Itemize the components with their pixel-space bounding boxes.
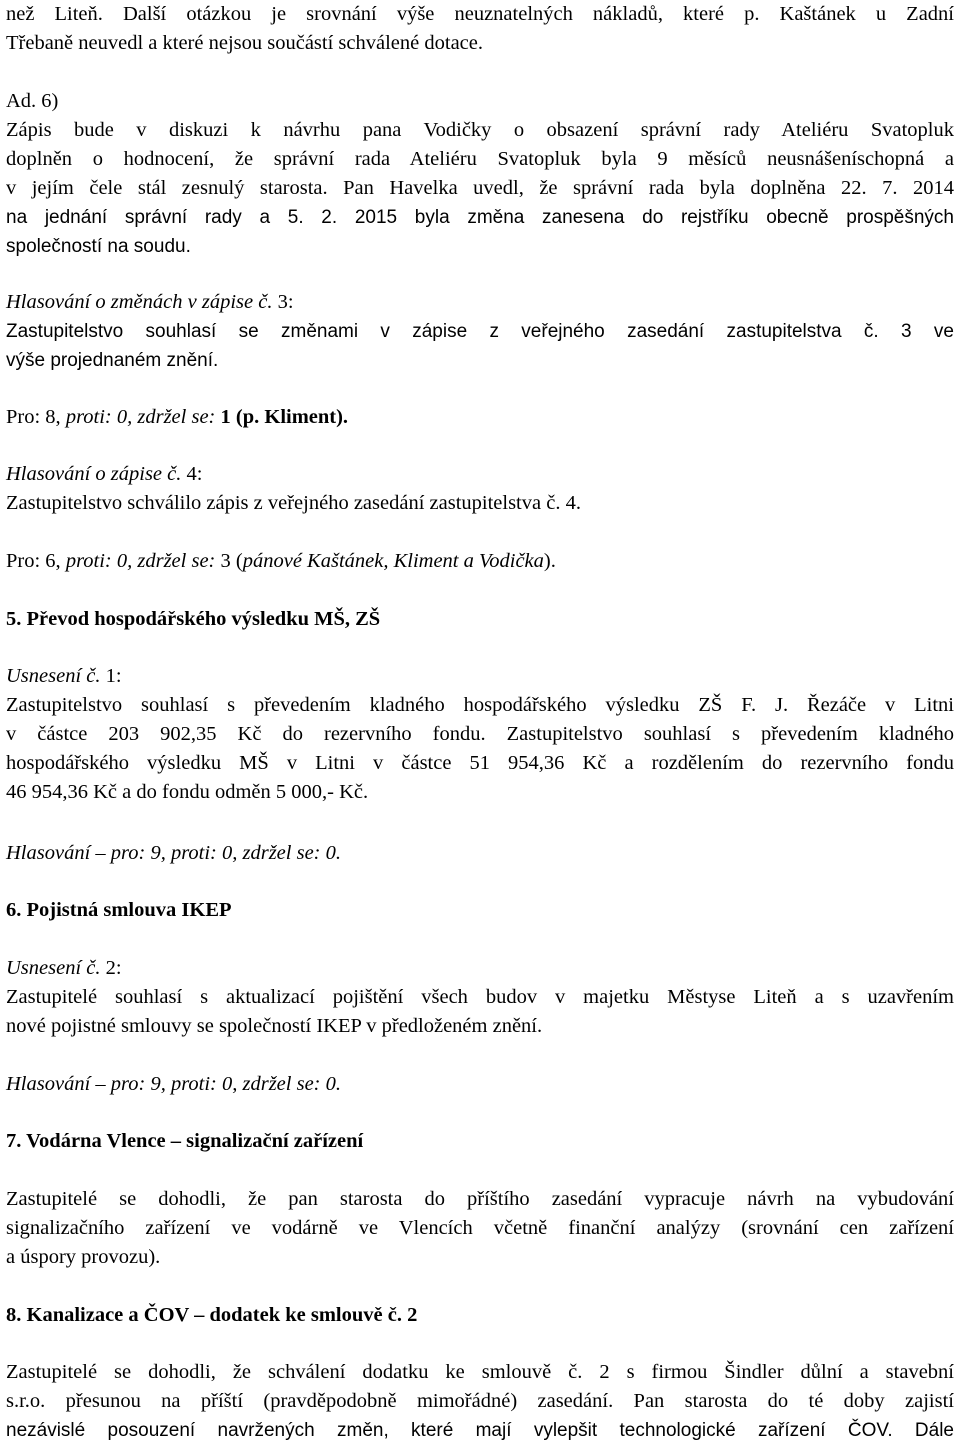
item7-heading: 7. Vodárna Vlence – signalizační zařízení bbox=[6, 1130, 364, 1152]
item7-line: Zastupitelé se dohodli, že pan starosta do příštího zasedání vypracuje návrh na vybudování bbox=[6, 1188, 954, 1210]
vote3-line: Zastupitelstvo souhlasí se změnami v zápise z veřejného zasedání zastupitelstva č. 3 ve bbox=[6, 321, 954, 342]
item6-heading-block bbox=[6, 896, 954, 925]
vote3-result bbox=[6, 403, 954, 432]
vote3-label bbox=[6, 288, 954, 317]
vote4-result-abstain: 3 ( bbox=[215, 550, 243, 572]
item5-section bbox=[6, 662, 954, 807]
vote3-line: výše projednaném znění. bbox=[6, 350, 219, 371]
item6-vote-block bbox=[6, 1070, 954, 1099]
ad6-line bbox=[6, 174, 954, 203]
item8-section bbox=[6, 1358, 954, 1445]
item6-line: Zastupitelé souhlasí s aktualizací pojištění všech budov v majetku Městyse Liteň a s uzavřením bbox=[6, 986, 954, 1008]
item5-resolution-text: Usnesení č. bbox=[6, 665, 101, 687]
ad6-line: Zápis bude v diskuzi k návrhu pana Vodičky o obsazení správní rady Ateliéru Svatopluk bbox=[6, 119, 954, 141]
item8-line: Zastupitelé se dohodli, že schválení dodatku ke smlouvě č. 2 s firmou Šindler důlní a stavební bbox=[6, 1361, 954, 1383]
item6-vote: Hlasování – pro: 9, proti: 0, zdržel se: 0. bbox=[6, 1073, 342, 1095]
item6-resolution-text: Usnesení č. bbox=[6, 957, 101, 979]
item6-line: nové pojistné smlouvy se společností IKEP v předloženém znění. bbox=[6, 1015, 543, 1037]
vote3-result-counts: proti: 0, zdržel se: bbox=[65, 406, 216, 428]
item7-line: signalizačního zařízení ve vodárně ve Vlencích včetně finanční analýzy (srovnání cen zařízení bbox=[6, 1217, 954, 1239]
vote4-result-end: ). bbox=[543, 550, 556, 572]
ad6-heading: Ad. 6) bbox=[6, 90, 59, 112]
ad6-line: doplněn o hodnocení, že správní rada Ateliéru Svatopluk byla 9 měsíců neusnášeníschopná a bbox=[6, 148, 954, 170]
vote3-result-abstain: 1 (p. Kliment). bbox=[215, 406, 349, 428]
vote4-label-text: Hlasování o zápise č. bbox=[6, 463, 182, 485]
item8-heading-block bbox=[6, 1301, 954, 1330]
ad6-line: společností na soudu. bbox=[6, 236, 191, 257]
intro-paragraph bbox=[6, 0, 954, 58]
item6-resolution-number: 2: bbox=[100, 957, 122, 979]
item5-line: v částce 203 902,35 Kč do rezervního fondu. Zastupitelstvo souhlasí s převedením kladného bbox=[6, 723, 954, 745]
item5-line: hospodářského výsledku MŠ v Litni v částce 51 954,36 Kč a rozdělením do rezervního fondu bbox=[6, 752, 954, 774]
ad6-line: na jednání správní rady a 5. 2. 2015 byla změna zanesena do rejstříku obecně prospěšných bbox=[6, 207, 954, 228]
vote4-section bbox=[6, 460, 954, 518]
vote3-result-pro: Pro: 8, bbox=[6, 406, 66, 428]
item5-vote-block bbox=[6, 839, 954, 868]
item5-line: 46 954,36 Kč a do fondu odměn 5 000,- Kč. bbox=[6, 781, 369, 803]
item6-resolution-label bbox=[6, 954, 954, 983]
item6-heading: 6. Pojistná smlouva IKEP bbox=[6, 899, 232, 921]
intro-line: Třebaně neuvedl a které nejsou součástí schválené dotace. bbox=[6, 32, 483, 54]
vote3-label-text: Hlasování o změnách v zápise č. bbox=[6, 291, 273, 313]
item5-vote: Hlasování – pro: 9, proti: 0, zdržel se: 0. bbox=[6, 842, 342, 864]
item6-section bbox=[6, 954, 954, 1041]
item5-heading-block bbox=[6, 605, 954, 634]
item5-resolution-number: 1: bbox=[100, 665, 122, 687]
vote3-section bbox=[6, 288, 954, 375]
intro-line: než Liteň. Další otázkou je srovnání výše neuznatelných nákladů, které p. Kaštánek u Zadní bbox=[6, 3, 954, 25]
vote4-label bbox=[6, 460, 954, 489]
item5-line: Zastupitelstvo souhlasí s převedením kladného hospodářského výsledku ZŠ F. J. Řezáče v Litni bbox=[6, 694, 954, 716]
item8-line: s.r.o. přesunou na příští (pravděpodobně mimořádné) zasedání. Pan starosta do té doby zajistí bbox=[6, 1390, 954, 1412]
item8-heading: 8. Kanalizace a ČOV – dodatek ke smlouvě č. 2 bbox=[6, 1304, 418, 1326]
item8-line: nezávislé posouzení navržených změn, které mají vylepšit technologické zařízení ČOV. Dále bbox=[6, 1420, 954, 1441]
ad6-section bbox=[6, 87, 954, 261]
vote3-result-line bbox=[6, 403, 954, 432]
item7-section bbox=[6, 1185, 954, 1272]
vote4-result-pro: Pro: 6, bbox=[6, 550, 66, 572]
vote4-result-names: pánové Kaštánek, Kliment a Vodička bbox=[242, 550, 544, 572]
vote4-line: Zastupitelstvo schválilo zápis z veřejného zasedání zastupitelstva č. 4. bbox=[6, 492, 581, 514]
ad6-line-text: v jejím čele stál zesnulý starosta. Pan Havelka uvedl, že správní rada byla doplněna 22. 7. 2014 bbox=[6, 177, 954, 199]
vote3-label-number: 3: bbox=[272, 291, 294, 313]
vote4-result bbox=[6, 547, 954, 576]
item7-heading-block bbox=[6, 1127, 954, 1156]
item5-heading: 5. Převod hospodářského výsledku MŠ, ZŠ bbox=[6, 608, 381, 630]
item5-resolution-label bbox=[6, 662, 954, 691]
item7-line: a úspory provozu). bbox=[6, 1246, 161, 1268]
vote4-result-counts: proti: 0, zdržel se: bbox=[65, 550, 216, 572]
vote4-label-number: 4: bbox=[181, 463, 203, 485]
vote4-result-line bbox=[6, 547, 954, 576]
